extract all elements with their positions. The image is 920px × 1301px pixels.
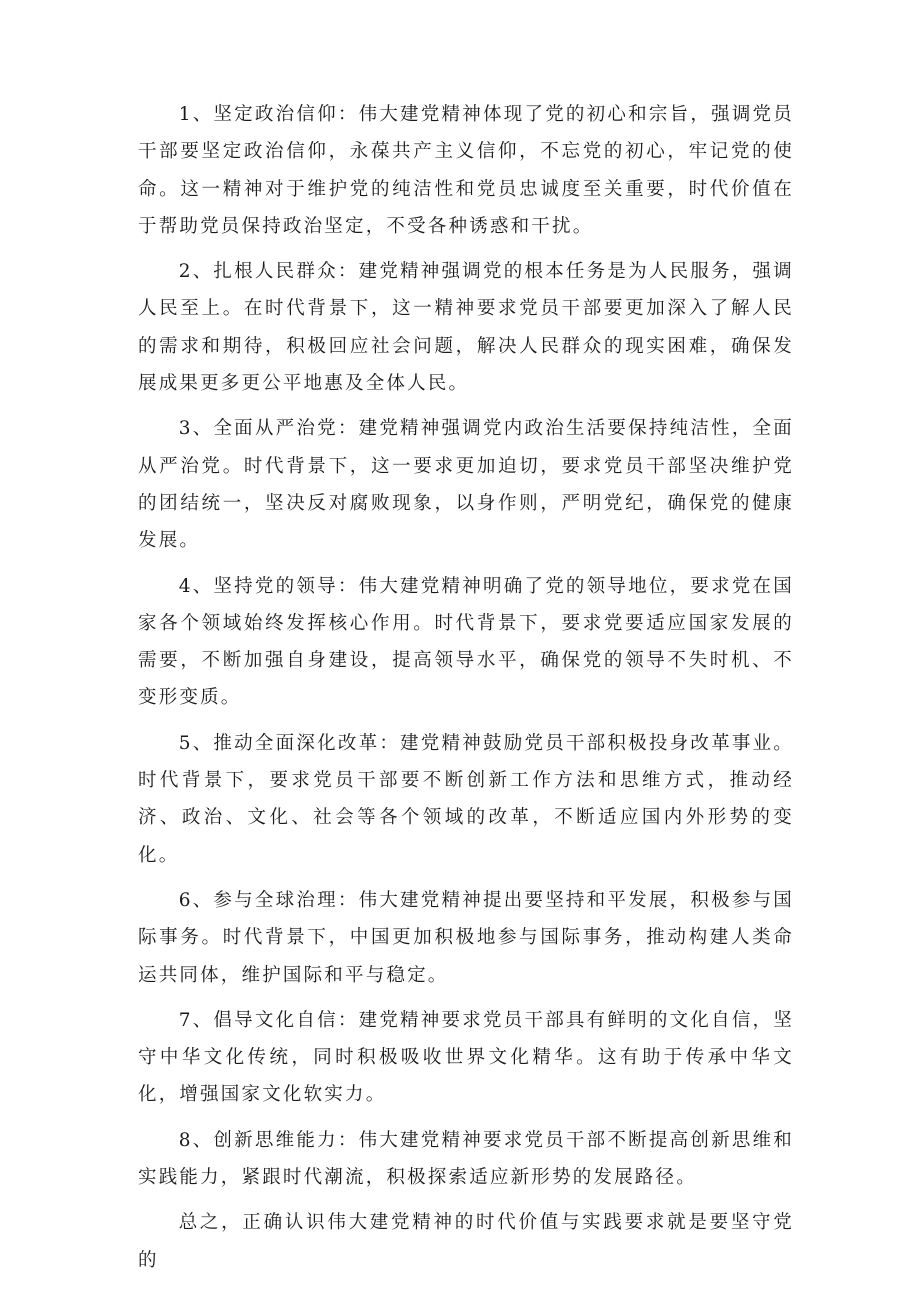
paragraph-3: 3、全面从严治党：建党精神强调党内政治生活要保持纯洁性，全面从严治党。时代背景下，这一要求更加迫切，要求党员干部坚决维护党的团结统一，坚决反对腐败现象，以身作则，严明党纪，确保党的健康发展。 (138, 418, 794, 552)
paragraph-2: 2、扎根人民群众：建党精神强调党的根本任务是为人民服务，强调人民至上。在时代背景下，这一精神要求党员干部要更加深入了解人民的需求和期待，积极回应社会问题，解决人民群众的现实困难，确保发展成果更多更公平地惠及全体人民。 (138, 261, 794, 395)
paragraph-1: 1、坚定政治信仰：伟大建党精神体现了党的初心和宗旨，强调党员干部要坚定政治信仰，永葆共产主义信仰，不忘党的初心，牢记党的使命。这一精神对于维护党的纯洁性和党员忠诚度至关重要，时代价值在于帮助党员保持政治坚定，不受各种诱惑和干扰。 (138, 104, 794, 237)
paragraph-4: 4、坚持党的领导：伟大建党精神明确了党的领导地位，要求党在国家各个领域始终发挥核心作用。时代背景下，要求党要适应国家发展的需要，不断加强自身建设，提高领导水平，确保党的领导不失时机、不变形变质。 (138, 575, 794, 709)
paragraph-conclusion: 总之，正确认识伟大建党精神的时代价值与实践要求就是要坚守党的 (138, 1212, 794, 1271)
paragraph-7: 7、倡导文化自信：建党精神要求党员干部具有鲜明的文化自信，坚守中华文化传统，同时积极吸收世界文化精华。这有助于传承中华文化，增强国家文化软实力。 (138, 1009, 794, 1106)
paragraph-5: 5、推动全面深化改革：建党精神鼓励党员干部积极投身改革事业。时代背景下，要求党员干部要不断创新工作方法和思维方式，推动经济、政治、文化、社会等各个领域的改革，不断适应国内外形势的变化。 (138, 732, 794, 866)
paragraph-6: 6、参与全球治理：伟大建党精神提出要坚持和平发展，积极参与国际事务。时代背景下，中国更加积极地参与国际事务，推动构建人类命运共同体，维护国际和平与稳定。 (138, 889, 794, 986)
document-page (138, 96, 794, 1287)
paragraph-8: 8、创新思维能力：伟大建党精神要求党员干部不断提高创新思维和实践能力，紧跟时代潮流，积极探索适应新形势的发展路径。 (138, 1129, 794, 1189)
